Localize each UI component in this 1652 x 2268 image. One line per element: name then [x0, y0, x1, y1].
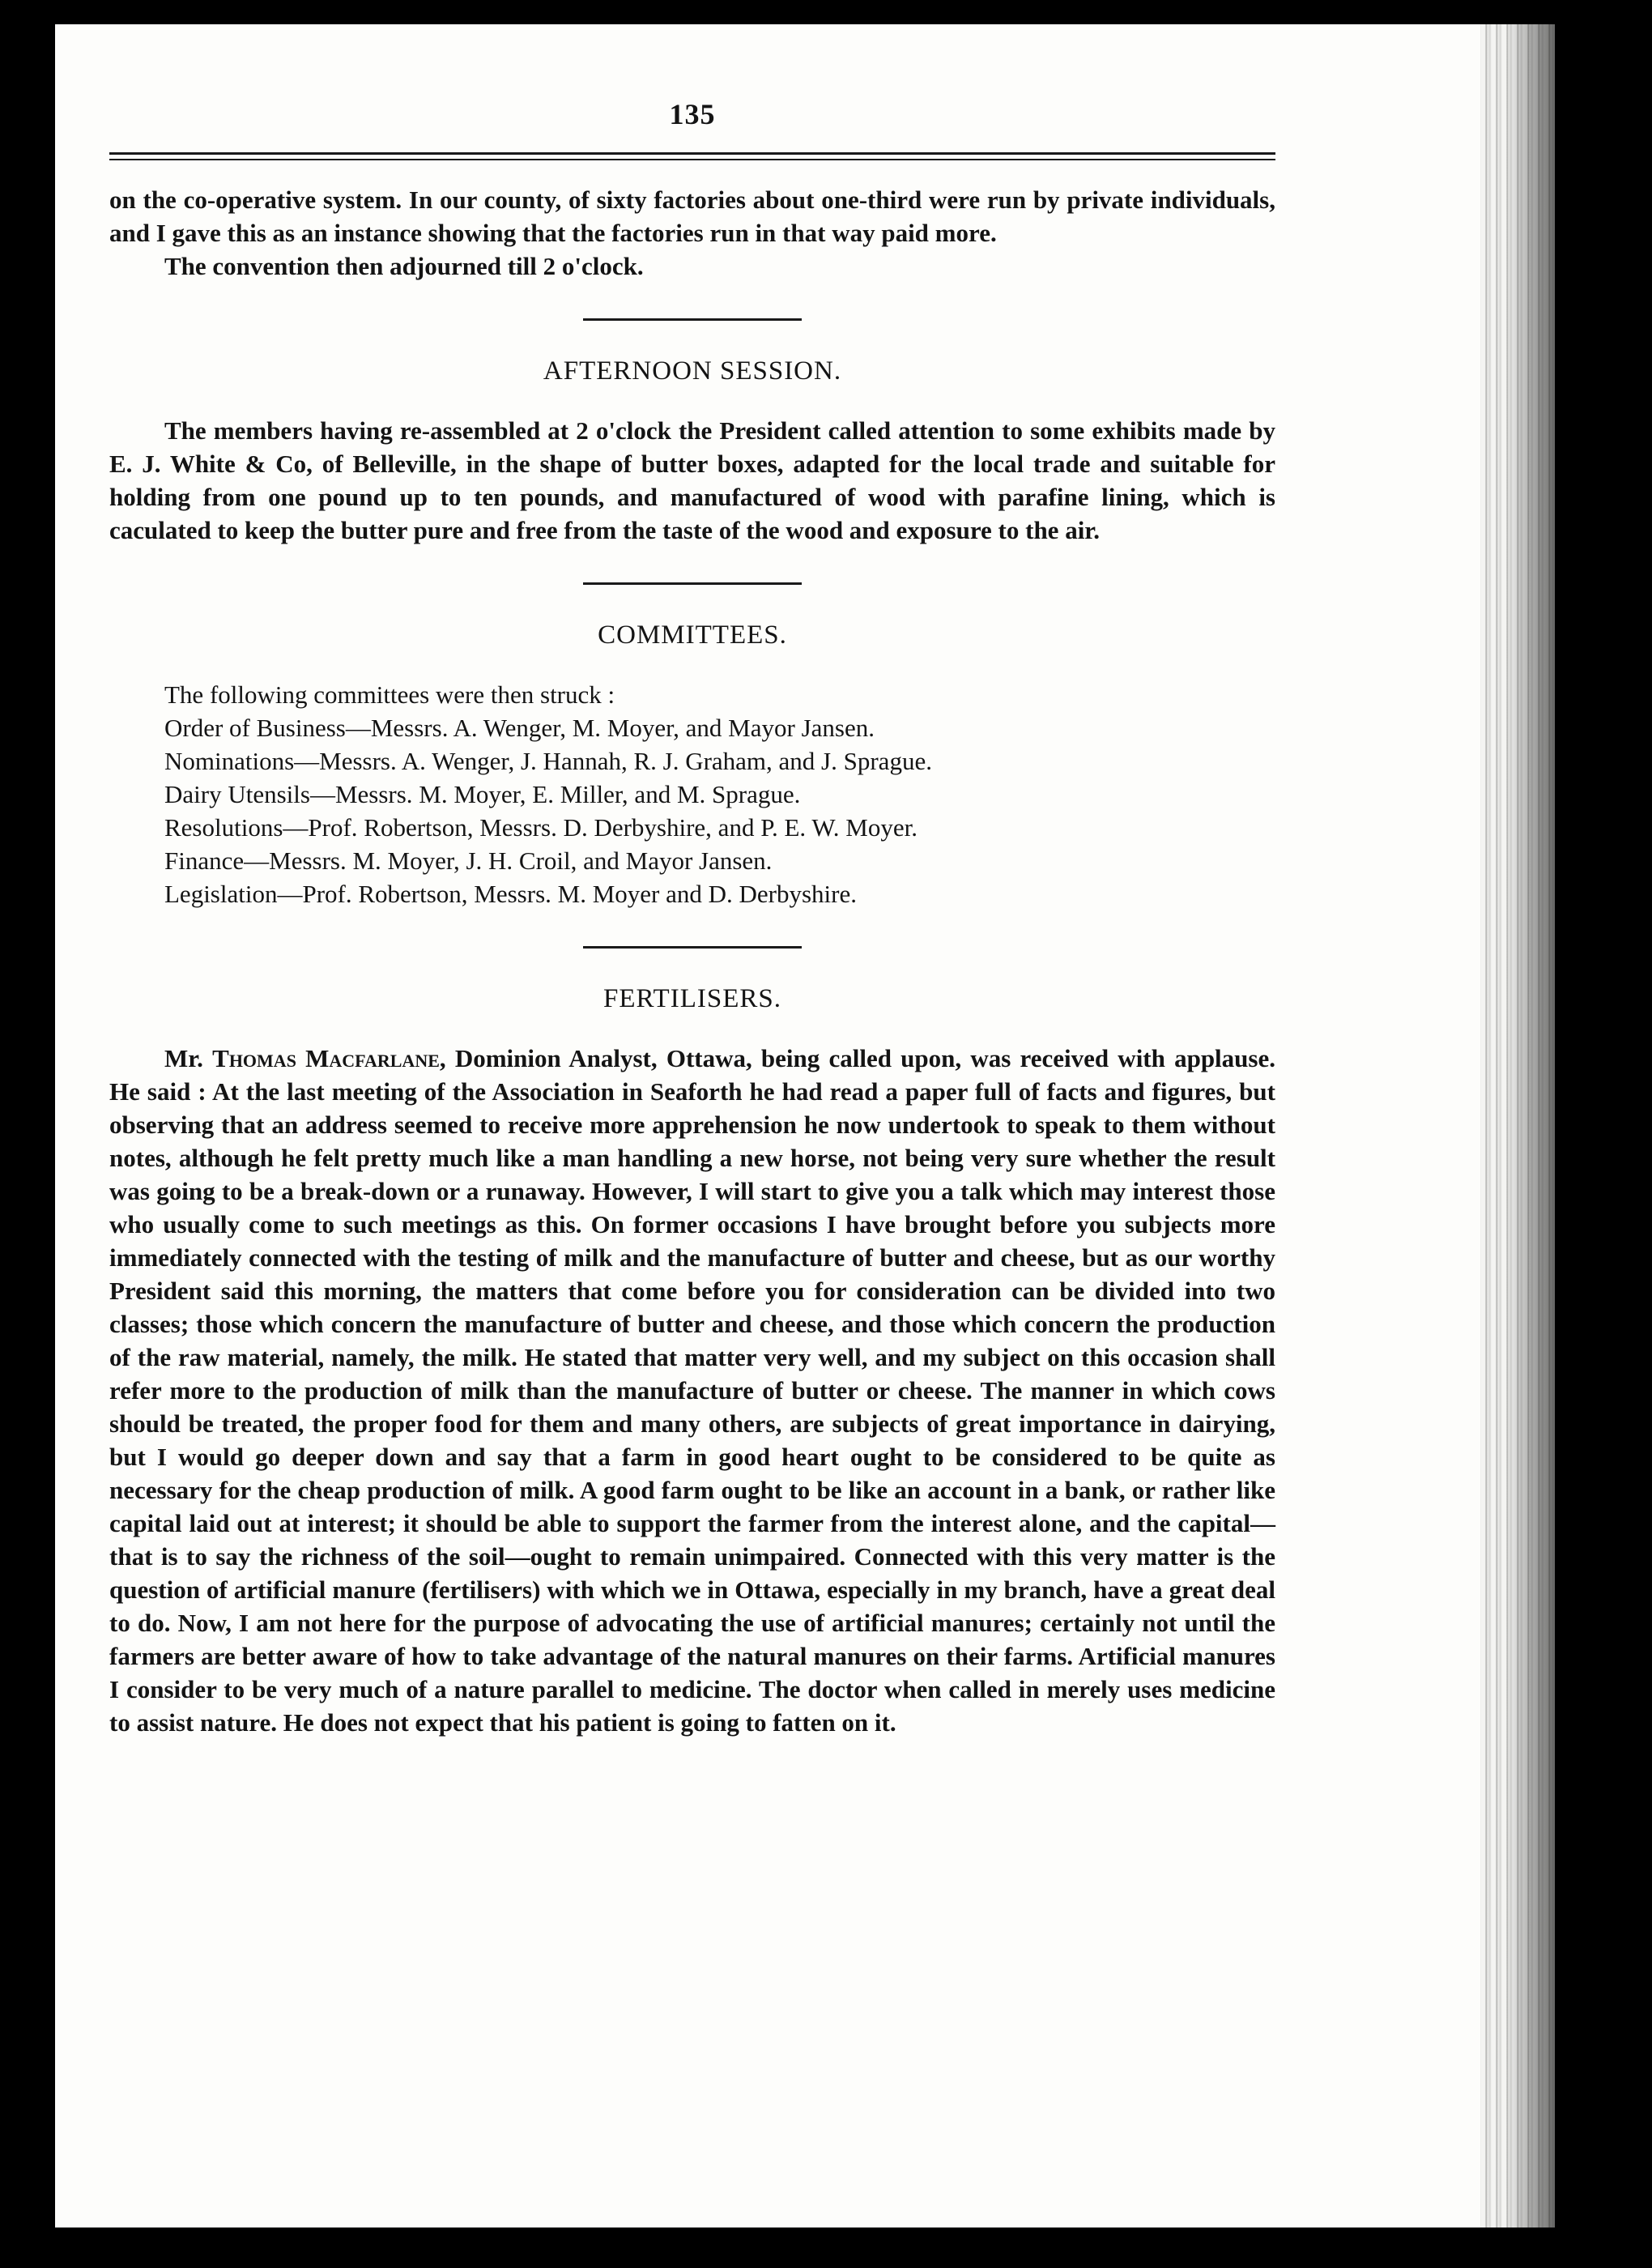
committee-item: Legislation—Prof. Robertson, Messrs. M. Moyer and D. Derbyshire.: [164, 880, 857, 908]
committee-item: Nominations—Messrs. A. Wenger, J. Hannah, R. J. Graham, and J. Sprague.: [164, 747, 932, 775]
afternoon-session-paragraph: The members having re-assembled at 2 o'clock the President called attention to some exhibits made by E. J. White & Co, of Belleville, in the shape of butter boxes, adapted for the local trade and suitable for holding from one pound up to ten pounds, and manufactured of wood with parafine lining, which is caculated to keep the butter pure and free from the taste of the wood and exposure to the air.: [109, 416, 1275, 544]
committee-item: Finance—Messrs. M. Moyer, J. H. Croil, and Mayor Jansen.: [164, 846, 773, 875]
header-double-rule: [109, 152, 1275, 164]
committee-item: Resolutions—Prof. Robertson, Messrs. D. Derbyshire, and P. E. W. Moyer.: [164, 813, 918, 842]
page-number: 135: [669, 98, 716, 130]
page-content: [109, 97, 1275, 1739]
afternoon-session-heading: AFTERNOON SESSION.: [543, 356, 842, 386]
committee-list: [109, 678, 1275, 910]
section-divider: [583, 946, 802, 949]
intro-paragraph: on the co-operative system. In our county, of sixty factories about one-third were run by private individuals, and I gave this as an instance showing that the factories run in that way paid more.: [109, 185, 1275, 247]
speaker-prefix: Mr.: [164, 1044, 213, 1072]
committees-intro: The following committees were then struck :: [164, 680, 615, 709]
committee-item: Dairy Utensils—Messrs. M. Moyer, E. Miller, and M. Sprague.: [164, 780, 801, 808]
section-divider: [583, 582, 802, 585]
committee-item: Order of Business—Messrs. A. Wenger, M. Moyer, and Mayor Jansen.: [164, 714, 875, 742]
fertilisers-heading: FERTILISERS.: [603, 984, 781, 1013]
committees-heading: COMMITTEES.: [598, 620, 787, 650]
section-divider: [583, 318, 802, 321]
fertilisers-paragraph: [109, 1042, 1275, 1739]
adjournment-line: The convention then adjourned till 2 o'clock.: [164, 252, 644, 280]
speaker-name: Thomas Macfarlane: [212, 1044, 440, 1072]
fertilisers-text: , Dominion Analyst, Ottawa, being called upon, was received with applause. He said : At the last meeting of the Association in Seaforth he had read a paper full of facts and figures, but observing that an address seemed to receive more apprehension he now undertook to speak to them without notes, although he felt pretty much like a man handling a new horse, not being very sure whether the result was going to be a break-down or a runaway. However, I will start to give you a talk which may interest those who usually come to such meetings as this. On former occasions I have brought before you subjects more immediately connected with the testing of milk and the manufacture of butter and cheese, but as our worthy President said this morning, the matters that come before you for consideration can be divided into two classes; those which concern the manufacture of butter and cheese, and those which concern the production of the raw material, namely, the milk. He stated that matter very well, and my subject on this occasion shall refer more to the production of milk than the manufacture of butter or cheese. The manner in which cows should be treated, the proper food for them and many others, are subjects of great importance in dairying, but I would go deeper down and say that a farm in good heart ought to be considered to be quite as necessary for the cheap production of milk. A good farm ought to be like an account in a bank, or rather like capital laid out at interest; it should be able to support the farmer from the interest alone, and the capital—that is to say the richness of the soil—ought to remain unimpaired. Connected with this very matter is the question of artificial manure (fertilisers) with which we in Ottawa, especially in my branch, have a great deal to do. Now, I am not here for the purpose of advocating the use of artificial manures; certainly not until the farmers are better aware of how to take advantage of the natural manures on their farms. Artificial manures I consider to be very much of a nature parallel to medicine. The doctor when called in merely uses medicine to assist nature. He does not expect that his patient is going to fatten on it.: [109, 1044, 1275, 1737]
